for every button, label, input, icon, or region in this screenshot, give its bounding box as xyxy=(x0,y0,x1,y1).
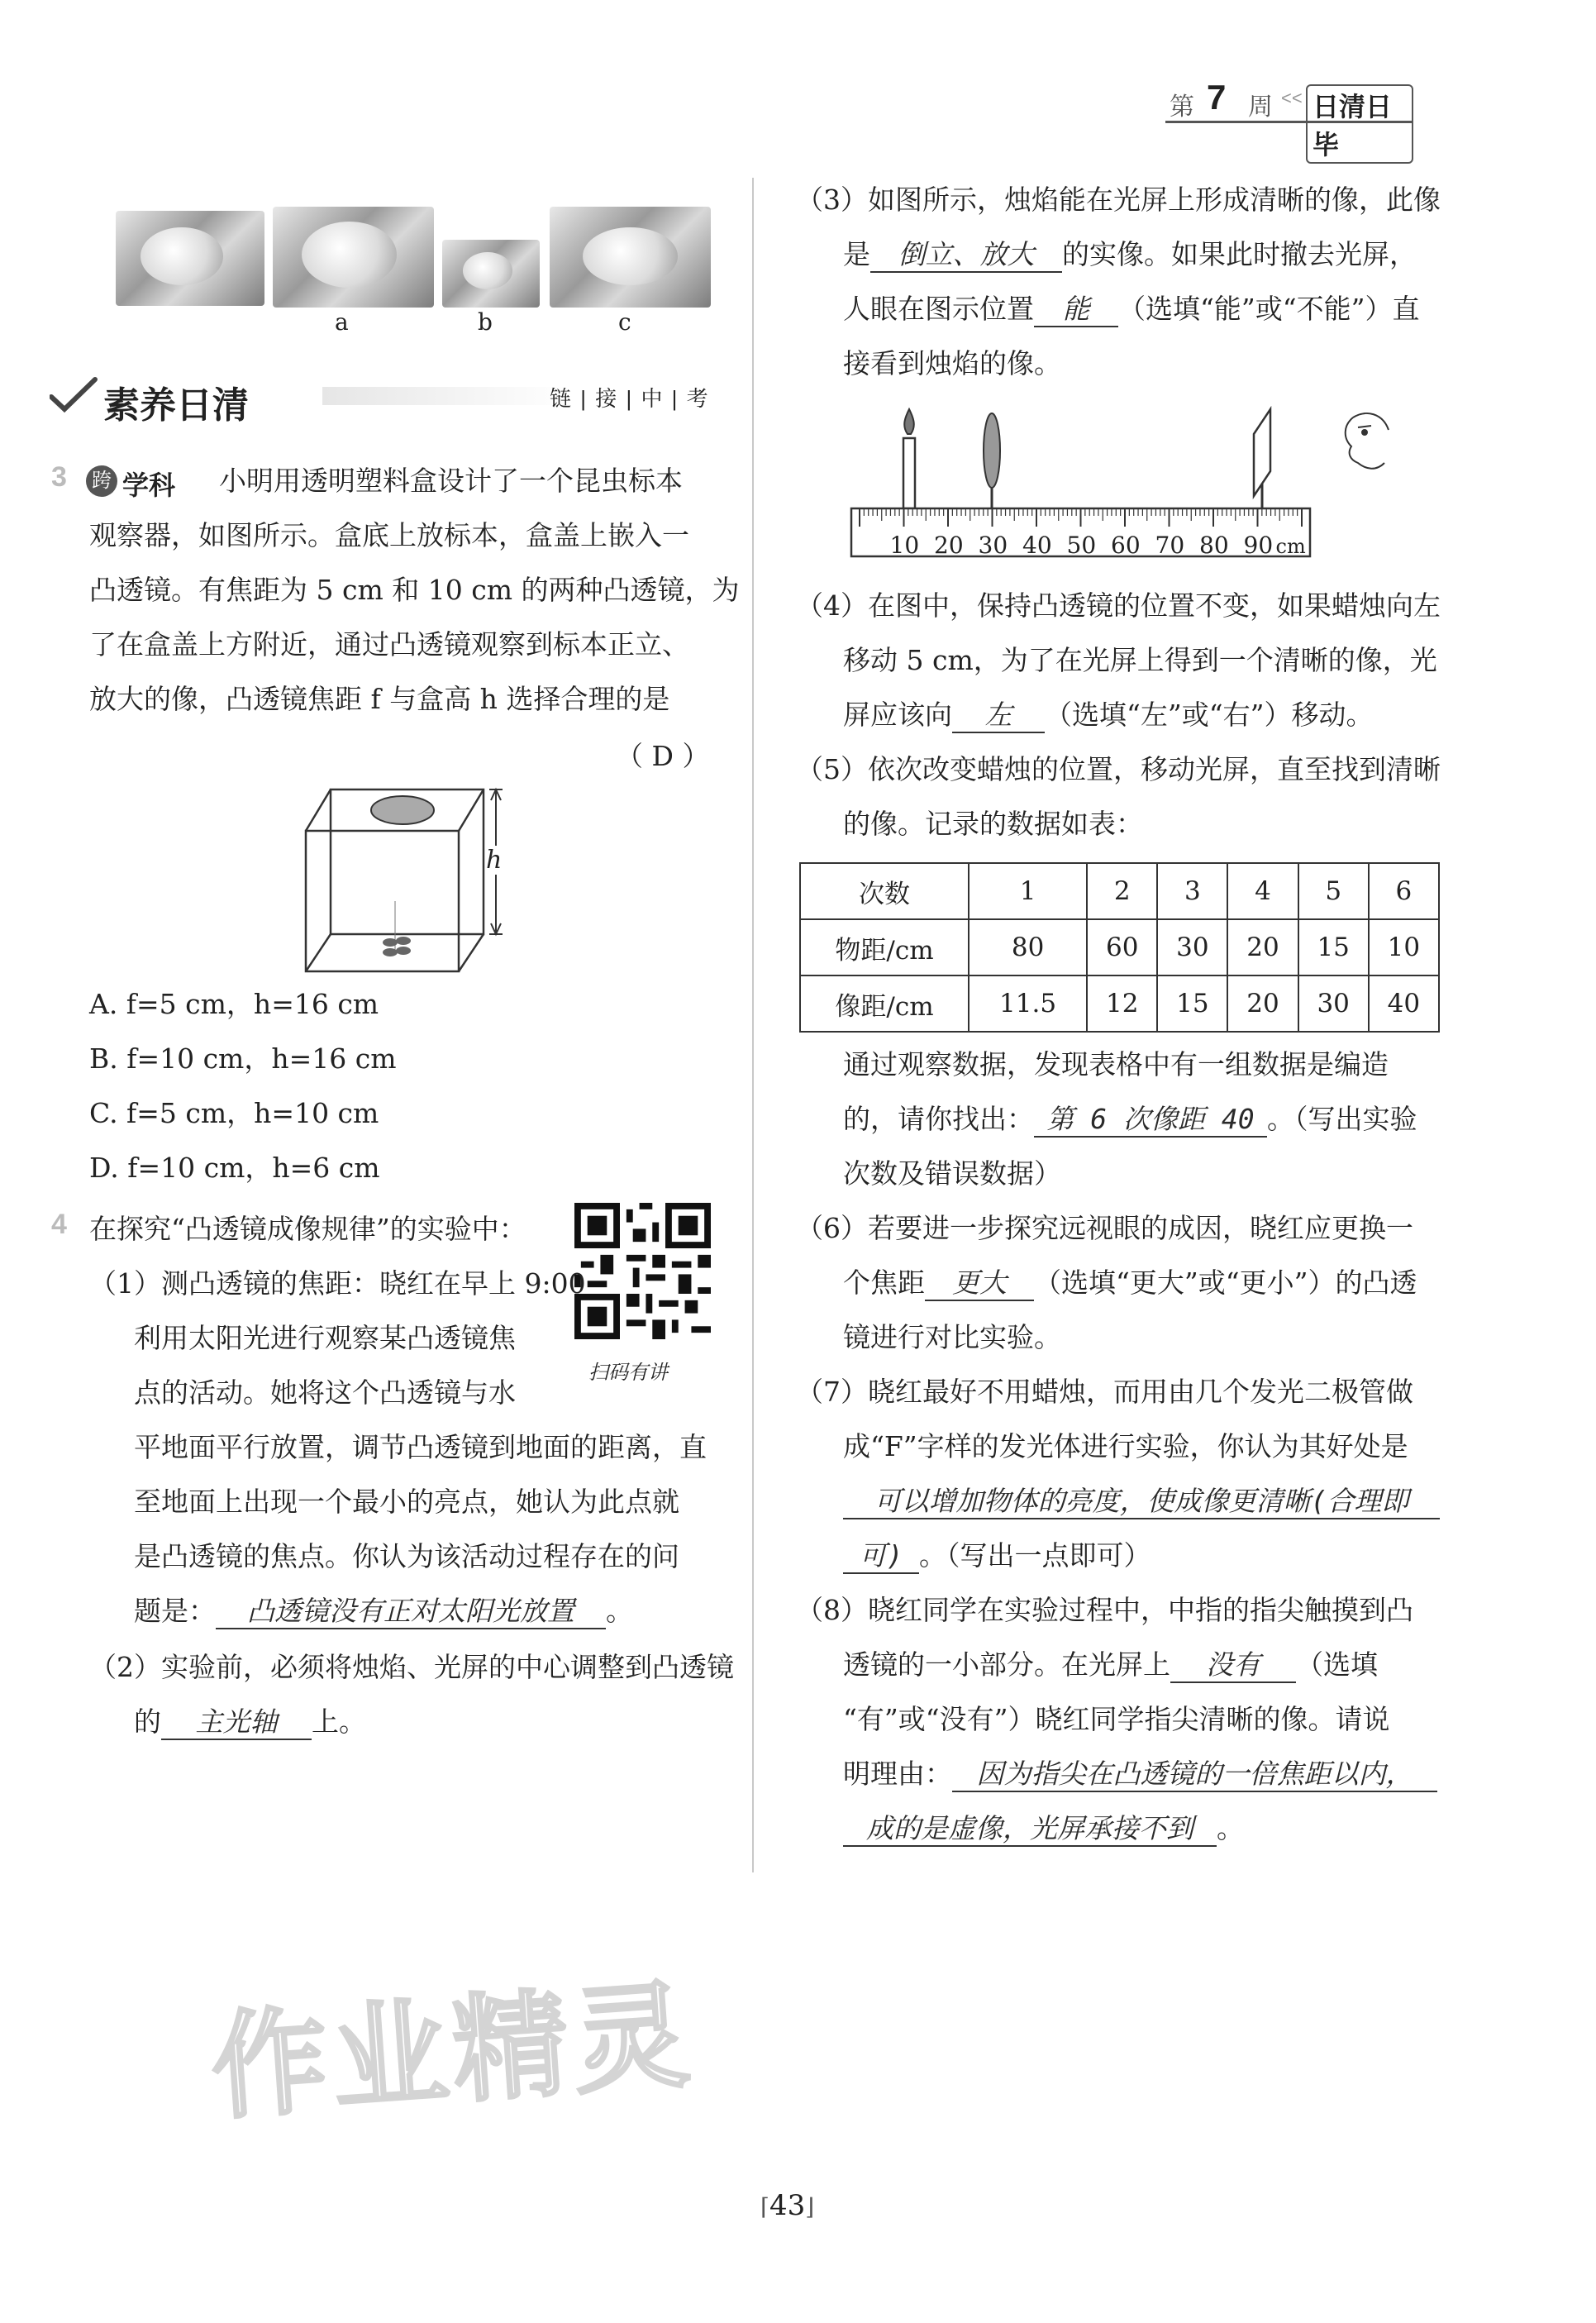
q4-p5-line: 通过观察数据，发现表格中有一组数据是编造 xyxy=(843,1048,1389,1080)
q4-p8-prefix2: 明理由： xyxy=(843,1758,952,1790)
table-cell: 15 xyxy=(1298,919,1369,975)
table-cell: 30 xyxy=(1298,975,1369,1032)
table-row xyxy=(800,975,1439,1032)
week-prefix: 第 xyxy=(1170,93,1194,121)
photo-label-a: a xyxy=(335,308,349,336)
candle xyxy=(903,409,915,508)
figure-blob xyxy=(583,227,678,285)
ruler-tick-label: 20 xyxy=(934,532,964,559)
q4-p8-line: “有”或“没有”）晓红同学指尖清晰的像。请说 xyxy=(843,1703,1390,1735)
box-height-label: h xyxy=(486,846,503,875)
week-header xyxy=(1165,78,1413,160)
link-char: 中 xyxy=(641,386,665,411)
ruler-tick-label: 60 xyxy=(1111,532,1141,559)
q4-p7-line: （7）晓红最好不用蜡烛，而用由几个发光二极管做 xyxy=(796,1376,1413,1408)
q4-p5-answer-line xyxy=(843,1103,1417,1138)
section-header xyxy=(50,372,736,426)
section-title-bar xyxy=(322,387,570,405)
q4-p2-answer: 主光轴 xyxy=(161,1705,312,1740)
q3-option-b: B. f=10 cm，h=16 cm xyxy=(89,1042,397,1075)
q3-answer: （ D ） xyxy=(616,740,710,772)
table-cell: 30 xyxy=(1157,919,1227,975)
q4-p5-end: 。（写出实验 xyxy=(1267,1103,1417,1135)
section-title: 素养日清 xyxy=(103,385,249,426)
photo-b xyxy=(442,240,540,308)
q4-p4-answer-line xyxy=(843,699,1373,733)
q4-p5-line: 的像。记录的数据如表： xyxy=(843,808,1143,840)
figure-blob xyxy=(463,252,512,289)
q4-p3-mid: 的实像。如果此时撤去光屏， xyxy=(1062,238,1417,270)
table-cell: 4 xyxy=(1227,863,1298,919)
q4-p1-prefix: 题是： xyxy=(134,1595,216,1627)
q4-p5-prefix: 的，请你找出： xyxy=(843,1103,1034,1135)
ruler-tick-label: 10 xyxy=(889,532,920,559)
table-cell: 次数 xyxy=(800,863,969,919)
photo-label-c: c xyxy=(618,308,631,336)
ruler-tick-label: 30 xyxy=(978,532,1008,559)
q4-stem: 在探究“凸透镜成像规律”的实验中： xyxy=(89,1213,526,1245)
page-bracket-left: ⌈ xyxy=(760,2193,769,2220)
q4-p8-answer2-cont: 成的是虚像，光屏承接不到 xyxy=(843,1812,1217,1847)
link-char: 链 xyxy=(550,386,574,411)
q4-p4-line: （4）在图中，保持凸透镜的位置不变，如果蜡烛向左 xyxy=(796,589,1441,622)
q4-p1-end: 。 xyxy=(606,1595,633,1627)
q4-p3-prefix: 是 xyxy=(843,238,870,270)
q4-p2-end: 上。 xyxy=(312,1705,366,1738)
chevron-left-icon: << xyxy=(1281,88,1303,108)
table-cell: 10 xyxy=(1369,919,1439,975)
table-cell: 80 xyxy=(969,919,1087,975)
q4-p1-answer: 凸透镜没有正对太阳光放置 xyxy=(216,1595,606,1629)
q4-p5-line: （5）依次改变蜡烛的位置，移动光屏，直至找到清晰 xyxy=(796,753,1441,785)
photo-strip xyxy=(116,207,744,314)
q4-p8-answer2: 因为指尖在凸透镜的一倍焦距以内， xyxy=(952,1758,1437,1792)
q4-p7-answer-line xyxy=(843,1539,1151,1574)
q4-p1-line: 点的活动。她将这个凸透镜与水 xyxy=(134,1376,516,1409)
header-title: 日清日毕 xyxy=(1306,84,1413,164)
q4-p7-end: 。（写出一点即可） xyxy=(919,1539,1151,1572)
q4-p8-end: （选填 xyxy=(1296,1648,1378,1681)
q4-p1-answer-line xyxy=(134,1595,633,1629)
q3-line: 观察器，如图所示。盒底上放标本，盒盖上嵌入一 xyxy=(89,519,689,551)
q4-p1-line: 利用太阳光进行观察某凸透镜焦 xyxy=(134,1322,516,1354)
q4-p1-line: 至地面上出现一个最小的亮点，她认为此点就 xyxy=(134,1486,679,1518)
figure-blob xyxy=(302,222,397,288)
q4-p3-answer-line xyxy=(843,238,1417,273)
q4-p8-line: （8）晓红同学在实验过程中，中指的指尖触摸到凸 xyxy=(796,1594,1413,1626)
q4-p2-line: （2）实验前，必须将烛焰、光屏的中心调整到凸透镜 xyxy=(89,1651,734,1683)
q4-p1-line: （1）测凸透镜的焦距：晓红在早上 9:00 xyxy=(89,1267,586,1300)
photo-c xyxy=(550,207,711,308)
table-row xyxy=(800,919,1439,975)
q3-option-c: C. f=5 cm，h=10 cm xyxy=(89,1097,379,1129)
ruler-labels xyxy=(847,532,1343,565)
cross-subject-label: 学科 xyxy=(122,470,176,500)
q4-p6-answer-line xyxy=(843,1266,1417,1301)
figure-blob xyxy=(141,227,223,285)
q4-p4-end: （选填“左”或“右”）移动。 xyxy=(1045,699,1374,731)
convex-lens xyxy=(984,413,1000,508)
q3-option-a: A. f=5 cm，h=16 cm xyxy=(89,988,379,1020)
page-number xyxy=(760,2189,814,2222)
q4-p3-line3a: 人眼在图示位置 xyxy=(843,293,1034,325)
ruler-unit: cm xyxy=(1275,535,1306,558)
q4-p5-answer: 第 6 次像距 40 xyxy=(1034,1103,1267,1138)
q4-p6-prefix: 个焦距 xyxy=(843,1266,925,1299)
ruler-tick-label: 40 xyxy=(1022,532,1052,559)
observer-face-icon xyxy=(1346,413,1389,469)
q3-option-d: D. f=10 cm，h=6 cm xyxy=(89,1152,380,1184)
table-cell: 3 xyxy=(1157,863,1227,919)
q4-p3-line: 接看到烛焰的像。 xyxy=(843,347,1061,379)
question-number-4: 4 xyxy=(51,1209,67,1240)
q4-p3-line3b: （选填“能”或“不能”）直 xyxy=(1118,293,1420,325)
q3-line: 了在盒盖上方附近，通过凸透镜观察到标本正立、 xyxy=(89,628,689,661)
q3-line: 放大的像，凸透镜焦距 f 与盒高 h 选择合理的是 xyxy=(89,683,670,715)
q4-p8-answer: 没有 xyxy=(1170,1648,1296,1683)
q4-p7-answer: 可以增加物体的亮度，使成像更清晰(合理即 xyxy=(843,1485,1440,1519)
q4-p3-answer2: 能 xyxy=(1034,293,1118,327)
ruler-tick-label: 70 xyxy=(1155,532,1185,559)
q4-p2-prefix: 的 xyxy=(134,1705,161,1738)
table-cell: 12 xyxy=(1087,975,1157,1032)
q4-p7-answer-line xyxy=(843,1485,1440,1519)
table-cell: 1 xyxy=(969,863,1087,919)
q4-p8-prefix: 透镜的一小部分。在光屏上 xyxy=(843,1648,1170,1681)
table-cell: 20 xyxy=(1227,975,1298,1032)
ruler-tick-label: 80 xyxy=(1199,532,1229,559)
q4-p3-line xyxy=(843,293,1419,327)
ruler-tick-label: 90 xyxy=(1243,532,1274,559)
q4-p8-answer-line xyxy=(843,1648,1378,1683)
q3-line: 小明用透明塑料盒设计了一个昆虫标本 xyxy=(219,465,683,497)
pen-check-icon xyxy=(50,376,99,413)
question-number-3: 3 xyxy=(51,461,67,493)
table-cell: 20 xyxy=(1227,919,1298,975)
q4-p6-line: （6）若要进一步探究远视眼的成因，晓红应更换一 xyxy=(796,1212,1413,1244)
q4-p3-line: （3）如图所示，烛焰能在光屏上形成清晰的像，此像 xyxy=(796,184,1441,216)
q4-p1-line: 是凸透镜的焦点。你认为该活动过程存在的问 xyxy=(134,1540,679,1572)
q4-p6-answer: 更大 xyxy=(925,1266,1034,1301)
column-divider xyxy=(752,178,754,1872)
week-suffix: 周 xyxy=(1248,93,1273,121)
q4-p1-line: 平地面平行放置，调节凸透镜到地面的距离，直 xyxy=(134,1431,707,1463)
link-exam-label: 链 | 接 | 中 | 考 xyxy=(550,386,710,411)
box-diagram xyxy=(298,785,529,984)
table-cell: 6 xyxy=(1369,863,1439,919)
table-cell: 60 xyxy=(1087,919,1157,975)
table-row xyxy=(800,863,1439,919)
ruler-tick-label: 50 xyxy=(1066,532,1097,559)
page-number-text: 43 xyxy=(769,2189,806,2222)
q4-p8-answer-line xyxy=(843,1812,1244,1847)
light-screen xyxy=(1254,409,1270,508)
week-number: 7 xyxy=(1207,78,1227,117)
table-cell: 15 xyxy=(1157,975,1227,1032)
cross-subject-badge: 跨 xyxy=(86,465,117,497)
watermark: 作业精灵 xyxy=(207,1969,698,2134)
table-cell: 物距/cm xyxy=(800,919,969,975)
q4-p4-answer: 左 xyxy=(952,699,1045,733)
q4-p6-end: （选填“更大”或“更小”）的凸透 xyxy=(1034,1266,1417,1299)
q4-p4-line: 移动 5 cm，为了在光屏上得到一个清晰的像，光 xyxy=(843,644,1437,676)
qr-code[interactable] xyxy=(574,1203,711,1339)
link-char: 接 xyxy=(595,386,619,411)
q4-p7-answer-cont: 可) xyxy=(843,1539,919,1574)
q4-p5-line: 次数及错误数据） xyxy=(843,1157,1061,1190)
q4-p7-line: 成“F”字样的发光体进行实验，你认为其好处是 xyxy=(843,1430,1408,1462)
data-table xyxy=(799,862,1440,1033)
table-cell: 2 xyxy=(1087,863,1157,919)
qr-caption: 扫码有讲 xyxy=(588,1361,668,1384)
photo-original xyxy=(116,211,264,306)
table-cell: 5 xyxy=(1298,863,1369,919)
q3-line: 凸透镜。有焦距为 5 cm 和 10 cm 的两种凸透镜，为 xyxy=(89,574,740,606)
photo-label-b: b xyxy=(478,308,493,336)
q4-p4-prefix: 屏应该向 xyxy=(843,699,952,731)
q4-p3-answer: 倒立、放大 xyxy=(870,238,1062,273)
q4-p2-answer-line xyxy=(134,1705,366,1740)
q4-p8-answer-line xyxy=(843,1758,1437,1792)
table-cell: 像距/cm xyxy=(800,975,969,1032)
q4-p8-end2: 。 xyxy=(1217,1812,1244,1844)
photo-a xyxy=(273,207,434,308)
table-cell: 40 xyxy=(1369,975,1439,1032)
q4-p6-line: 镜进行对比实验。 xyxy=(843,1321,1061,1353)
link-char: 考 xyxy=(686,386,710,411)
page-bracket-right: ⌋ xyxy=(805,2193,815,2220)
table-cell: 11.5 xyxy=(969,975,1087,1032)
